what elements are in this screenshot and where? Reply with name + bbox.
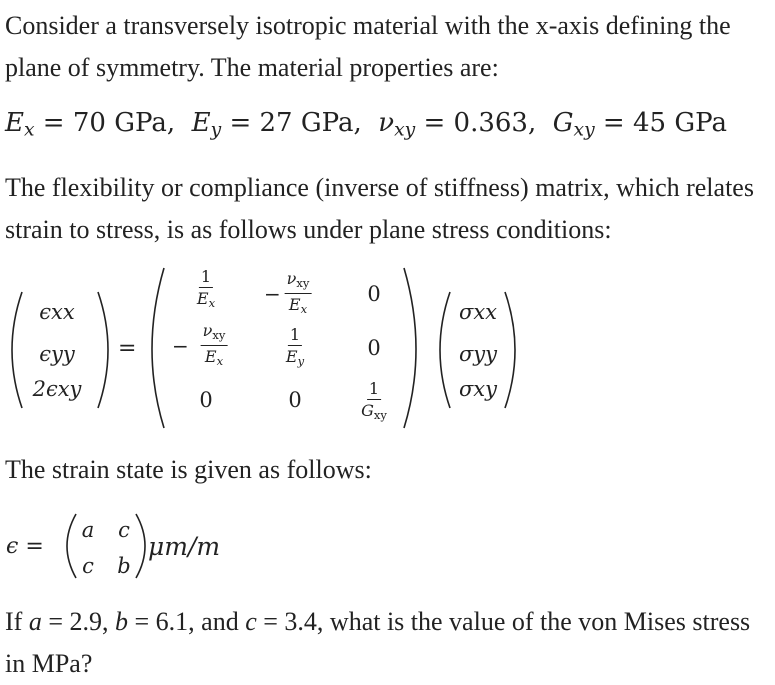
vxy-value: 0.363, <box>453 108 537 138</box>
stress-xx: σxx <box>458 300 498 324</box>
prop-ex: Ex = 70 GPa, <box>5 108 176 141</box>
strain-a: a <box>81 518 95 542</box>
gxy-value: 45 GPa <box>633 108 727 138</box>
strain-c-top: c <box>118 518 130 542</box>
c-value: = 3.4, what is the value of the von Mises stress in MPa? <box>5 607 751 678</box>
question-prefix: If <box>5 607 29 636</box>
stress-xy: σxy <box>458 377 498 401</box>
var-c: c <box>245 607 257 636</box>
ey-value: 27 GPa, <box>259 108 362 138</box>
minus-sign: − <box>264 282 281 306</box>
strain-2xy: 2ϵxy <box>32 377 82 401</box>
prop-ey: Ey = 27 GPa, <box>191 108 362 141</box>
matrix-brackets <box>0 262 775 442</box>
strain-state-paragraph: The strain state is given as follows: <box>5 455 372 484</box>
prop-vxy: νxy = 0.363, <box>378 108 537 141</box>
matrix-r3c3: 1 $G_{xy}$ <box>361 379 387 422</box>
b-value: = 6.1, and <box>128 607 246 636</box>
var-b: b <box>115 607 128 636</box>
prop-gxy: Gxy = 45 GPa <box>552 108 727 141</box>
matrix-r2c3: 0 <box>367 336 381 360</box>
strain-c-bottom: c <box>82 554 94 578</box>
strain-xx: ϵxx <box>39 300 75 324</box>
matrix-r1c3: 0 <box>367 282 381 306</box>
compliance-equation <box>0 262 775 442</box>
stress-yy: σyy <box>458 342 498 366</box>
strain-unit: μm/m <box>148 532 221 561</box>
ex-value: 70 GPa, <box>72 108 176 138</box>
epsilon-symbol: ϵ = <box>6 534 44 559</box>
matrix-r2c1: $\nu_{xy}$ Ex <box>202 321 226 368</box>
minus-sign: − <box>172 334 189 358</box>
matrix-r3c2: 0 <box>288 388 302 412</box>
equals-sign: = <box>118 336 137 361</box>
strain-equation <box>0 508 400 584</box>
strain-yy: ϵyy <box>39 342 75 366</box>
matrix-r1c2: $\nu_{xy}$ Ex <box>286 269 310 316</box>
compliance-paragraph: The flexibility or compliance (inverse of stiffness) matrix, which relates strain to stress, is as follows under plane stress conditions: <box>5 173 754 244</box>
material-properties <box>5 108 727 141</box>
matrix-r2c2: $\frac{1}{Ey}$ <box>285 325 305 368</box>
intro-paragraph: Consider a transversely isotropic material with the x-axis defining the plane of symmetry. The material properties are: <box>5 11 731 82</box>
strain-b: b <box>117 554 131 578</box>
matrix-r3c1: 0 <box>199 388 213 412</box>
a-value: = 2.9, <box>41 607 115 636</box>
var-a: a <box>28 607 42 636</box>
question-paragraph <box>5 601 770 685</box>
matrix-r1c1: $\frac{1}{Ex}$ <box>196 267 216 310</box>
